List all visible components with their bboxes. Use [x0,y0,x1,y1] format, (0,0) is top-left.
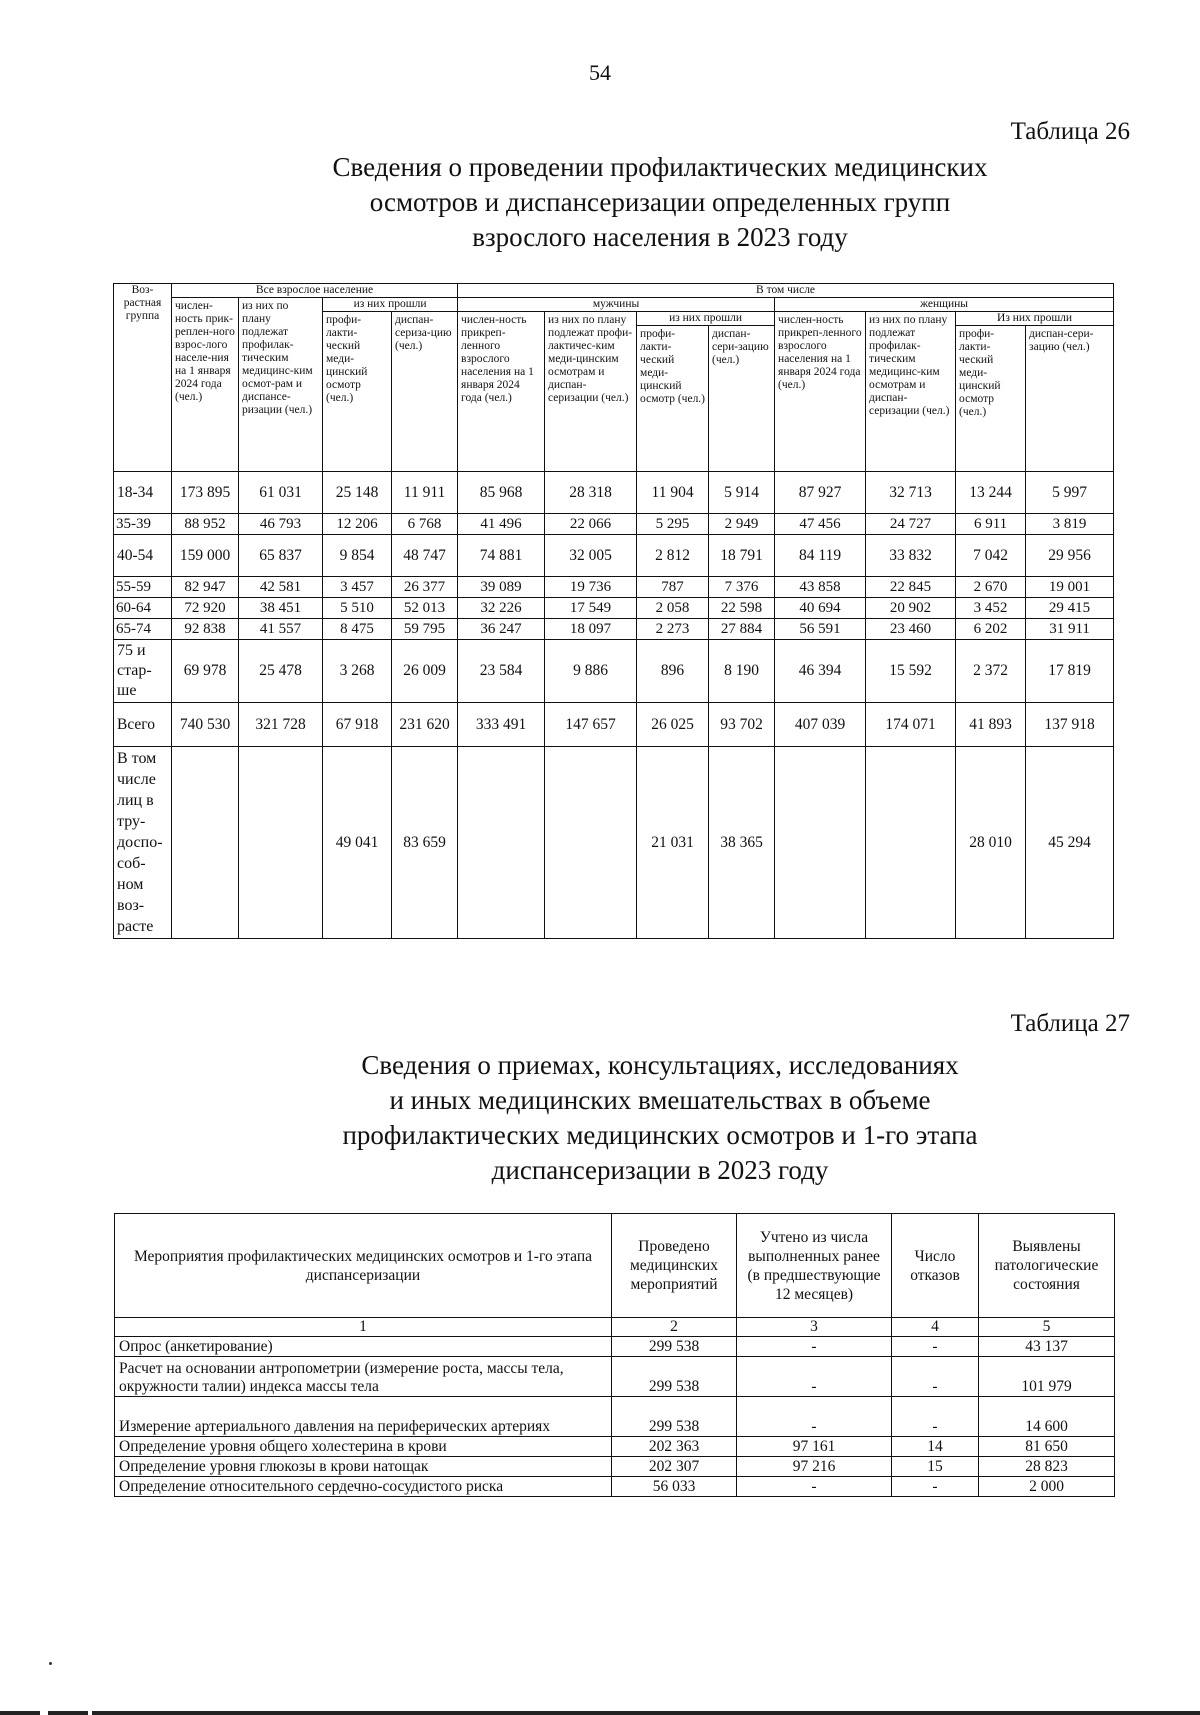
column-number: 3 [737,1318,892,1337]
cell [172,747,239,939]
cell: 39 089 [458,577,545,598]
column-number: 1 [115,1318,612,1337]
header-women-population: числен-ность прикреп-ленного взрослого населения на 1 января 2024 года (чел.) [775,312,866,472]
cell: 48 747 [392,535,458,577]
table-row [115,1337,1115,1357]
header-age-group: Воз-растная группа [114,284,172,472]
header-women-planned: из них по плану подлежат профилак-тическим медицинс-ким осмотрам и диспан-серизации (чел.) [866,312,956,472]
cell: 20 902 [866,598,956,619]
activity-name: Определение относительного сердечно-сосудистого риска [115,1477,612,1497]
table-row [114,598,1114,619]
done-count: 299 538 [612,1337,737,1357]
header-all-prof: профи-лакти-ческий меди-цинский осмотр (чел.) [323,312,392,472]
header-men-of-them-passed: из них прошли [637,312,774,326]
cell: 19 736 [545,577,637,598]
cell [239,747,323,939]
cell: 46 394 [775,640,866,703]
cell: 173 895 [172,472,239,514]
cell: 26 377 [392,577,458,598]
scan-edge-segment [0,1711,40,1715]
cell: 19 001 [1026,577,1114,598]
cell: 11 911 [392,472,458,514]
column-number: 2 [612,1318,737,1337]
earlier-count: 97 216 [737,1457,892,1477]
scan-speck [49,1662,52,1665]
title-line: Сведения о проведении профилактических медицинских [332,152,988,182]
cell: 5 914 [709,472,775,514]
table-row [114,514,1114,535]
cell: 2 949 [709,514,775,535]
cell: 67 918 [323,703,392,747]
row-label: 75 и стар-ше [114,640,172,703]
table-row [114,472,1114,514]
cell: 147 657 [545,703,637,747]
cell: 321 728 [239,703,323,747]
cell: 6 911 [956,514,1026,535]
title-line: осмотров и диспансеризации определенных групп [369,187,951,217]
cell: 3 268 [323,640,392,703]
cell: 174 071 [866,703,956,747]
cell: 24 727 [866,514,956,535]
row-label: 18-34 [114,472,172,514]
cell: 5 295 [637,514,709,535]
cell: 41 496 [458,514,545,535]
cell: 25 478 [239,640,323,703]
cell: 11 904 [637,472,709,514]
cell: 27 884 [709,619,775,640]
column-number: 4 [892,1318,979,1337]
cell: 65 837 [239,535,323,577]
cell: 9 886 [545,640,637,703]
cell: 159 000 [172,535,239,577]
cell: 47 456 [775,514,866,535]
cell: 74 881 [458,535,545,577]
table-row [114,535,1114,577]
cell: 40 694 [775,598,866,619]
cell: 22 598 [709,598,775,619]
refusals-count: 15 [892,1457,979,1477]
cell: 87 927 [775,472,866,514]
cell: 18 791 [709,535,775,577]
refusals-count: - [892,1397,979,1437]
header-men-population: числен-ность прикреп-ленного взрослого населения на 1 января 2024 года (чел.) [458,312,545,472]
title-line: диспансеризации в 2023 году [491,1155,829,1185]
cell: 36 247 [458,619,545,640]
header-earlier: Учтено из числа выполненных ранее (в предшествующие 12 месяцев) [737,1214,892,1318]
cell: 46 793 [239,514,323,535]
cell: 25 148 [323,472,392,514]
done-count: 299 538 [612,1357,737,1397]
cell: 8 475 [323,619,392,640]
cell: 2 372 [956,640,1026,703]
cell: 231 620 [392,703,458,747]
header-men: мужчины [458,298,775,312]
cell: 2 273 [637,619,709,640]
header-done: Проведено медицинских мероприятий [612,1214,737,1318]
title-line: и иных медицинских вмешательствах в объеме [389,1085,931,1115]
cell: 22 845 [866,577,956,598]
cell: 21 031 [637,747,709,939]
row-label: 35-39 [114,514,172,535]
cell: 29 415 [1026,598,1114,619]
refusals-count: - [892,1337,979,1357]
header-women-of-them-passed: Из них прошли [956,312,1113,326]
found-count: 14 600 [979,1397,1115,1437]
header-women-disp: диспан-сери-зацию (чел.) [1029,328,1094,353]
cell: 896 [637,640,709,703]
table-26-label: Таблица 26 [1010,118,1130,145]
cell: 61 031 [239,472,323,514]
title-line: взрослого населения в 2023 году [472,222,848,252]
table-27-title [250,1048,1070,1188]
header-all-adults: Все взрослое население [172,284,458,298]
cell: 56 591 [775,619,866,640]
cell: 7 376 [709,577,775,598]
activity-name: Расчет на основании антропометрии (измерение роста, массы тела, окружности талии) индекса массы тела [115,1357,612,1397]
cell: 31 911 [1026,619,1114,640]
title-line: Сведения о приемах, консультациях, исследованиях [361,1050,959,1080]
cell: 32 713 [866,472,956,514]
table-row [114,703,1114,747]
cell: 2 670 [956,577,1026,598]
cell: 26 009 [392,640,458,703]
cell: 5 997 [1026,472,1114,514]
row-label: 65-74 [114,619,172,640]
activity-name: Определение уровня общего холестерина в крови [115,1437,612,1457]
earlier-count: - [737,1357,892,1397]
done-count: 299 538 [612,1397,737,1437]
cell: 23 584 [458,640,545,703]
cell: 41 893 [956,703,1026,747]
cell: 15 592 [866,640,956,703]
done-count: 202 307 [612,1457,737,1477]
scan-edge-segment [48,1711,88,1715]
cell: 17 549 [545,598,637,619]
refusals-count: - [892,1357,979,1397]
activity-name: Опрос (анкетирование) [115,1337,612,1357]
cell: 787 [637,577,709,598]
found-count: 28 823 [979,1457,1115,1477]
cell: 42 581 [239,577,323,598]
table-row [114,747,1114,939]
cell: 12 206 [323,514,392,535]
cell: 17 819 [1026,640,1114,703]
cell [458,747,545,939]
refusals-count: 14 [892,1437,979,1457]
cell [545,747,637,939]
cell: 5 510 [323,598,392,619]
cell: 3 452 [956,598,1026,619]
header-men-disp: диспан-сери-зацию (чел.) [712,328,769,366]
done-count: 202 363 [612,1437,737,1457]
cell: 3 457 [323,577,392,598]
cell: 43 858 [775,577,866,598]
cell: 7 042 [956,535,1026,577]
cell [866,747,956,939]
earlier-count: - [737,1477,892,1497]
header-all-population: числен-ность прик-реплен-ного взрос-лого населе-ния на 1 января 2024 года (чел.) [172,298,239,472]
cell: 18 097 [545,619,637,640]
cell: 38 365 [709,747,775,939]
cell: 333 491 [458,703,545,747]
cell: 29 956 [1026,535,1114,577]
table-row [114,619,1114,640]
cell: 8 190 [709,640,775,703]
cell: 82 947 [172,577,239,598]
cell: 85 968 [458,472,545,514]
table-row [115,1397,1115,1437]
table-row [115,1457,1115,1477]
header-of-them-passed: из них прошли [323,298,458,312]
found-count: 43 137 [979,1337,1115,1357]
header-women-prof: профи-лакти-ческий меди-цинский осмотр (чел.) [956,326,1026,471]
column-numbers-row [115,1318,1115,1337]
found-count: 81 650 [979,1437,1115,1457]
header-men-planned: из них по плану подлежат профи-лактичес-ким меди-цинским осмотрам и диспан-серизации (чел.) [545,312,637,472]
row-label: 55-59 [114,577,172,598]
cell: 69 978 [172,640,239,703]
cell: 45 294 [1026,747,1114,939]
header-activity: Мероприятия профилактических медицинских осмотров и 1-го этапа диспансеризации [115,1214,612,1318]
column-number: 5 [979,1318,1115,1337]
row-label: 60-64 [114,598,172,619]
header-all-planned: из них по плану подлежат профилак-тическим медицинс-ким осмот-рам и диспансе-ризации (чел.) [239,298,323,472]
earlier-count: - [737,1337,892,1357]
cell: 84 119 [775,535,866,577]
cell: 92 838 [172,619,239,640]
header-men-prof: профи-лакти-ческий меди-цинский осмотр (чел.) [637,326,709,471]
cell: 28 010 [956,747,1026,939]
header-women: женщины [775,298,1114,312]
title-line: профилактических медицинских осмотров и 1-го этапа [342,1120,978,1150]
table-27 [114,1213,1115,1497]
cell: 407 039 [775,703,866,747]
page-number: 54 [589,60,611,85]
cell: 137 918 [1026,703,1114,747]
cell: 38 451 [239,598,323,619]
cell: 88 952 [172,514,239,535]
cell: 3 819 [1026,514,1114,535]
cell: 740 530 [172,703,239,747]
cell: 59 795 [392,619,458,640]
cell: 32 226 [458,598,545,619]
cell: 28 318 [545,472,637,514]
cell: 6 768 [392,514,458,535]
activity-name: Определение уровня глюкозы в крови натощак [115,1457,612,1477]
cell: 52 013 [392,598,458,619]
cell: 41 557 [239,619,323,640]
table-row [115,1477,1115,1497]
scan-edge-segment [92,1711,1200,1715]
found-count: 2 000 [979,1477,1115,1497]
earlier-count: 97 161 [737,1437,892,1457]
cell: 26 025 [637,703,709,747]
cell: 72 920 [172,598,239,619]
header-refusals: Число отказов [892,1214,979,1318]
cell: 23 460 [866,619,956,640]
header-including: В том числе [458,284,1114,298]
cell [775,747,866,939]
refusals-count: - [892,1477,979,1497]
cell: 33 832 [866,535,956,577]
table-row [114,577,1114,598]
cell: 49 041 [323,747,392,939]
cell: 9 854 [323,535,392,577]
table-26-title [250,150,1070,255]
cell: 83 659 [392,747,458,939]
activity-name: Измерение артериального давления на периферических артериях [115,1397,612,1437]
earlier-count: - [737,1397,892,1437]
cell: 93 702 [709,703,775,747]
row-label: Всего [114,703,172,747]
header-found: Выявлены патологические состояния [979,1214,1115,1318]
row-label: В том числе лиц в тру-доспо-соб-ном воз-расте [114,747,172,939]
table-row [115,1357,1115,1397]
scan-edge [0,1709,1200,1715]
found-count: 101 979 [979,1357,1115,1397]
cell: 2 058 [637,598,709,619]
table-27-label: Таблица 27 [1010,1010,1130,1037]
row-label: 40-54 [114,535,172,577]
header-all-disp: диспан-сериза-цию (чел.) [392,312,458,472]
cell: 13 244 [956,472,1026,514]
table-row [114,640,1114,703]
table-26 [113,283,1114,939]
cell: 2 812 [637,535,709,577]
done-count: 56 033 [612,1477,737,1497]
cell: 22 066 [545,514,637,535]
table-row [115,1437,1115,1457]
cell: 32 005 [545,535,637,577]
cell: 6 202 [956,619,1026,640]
